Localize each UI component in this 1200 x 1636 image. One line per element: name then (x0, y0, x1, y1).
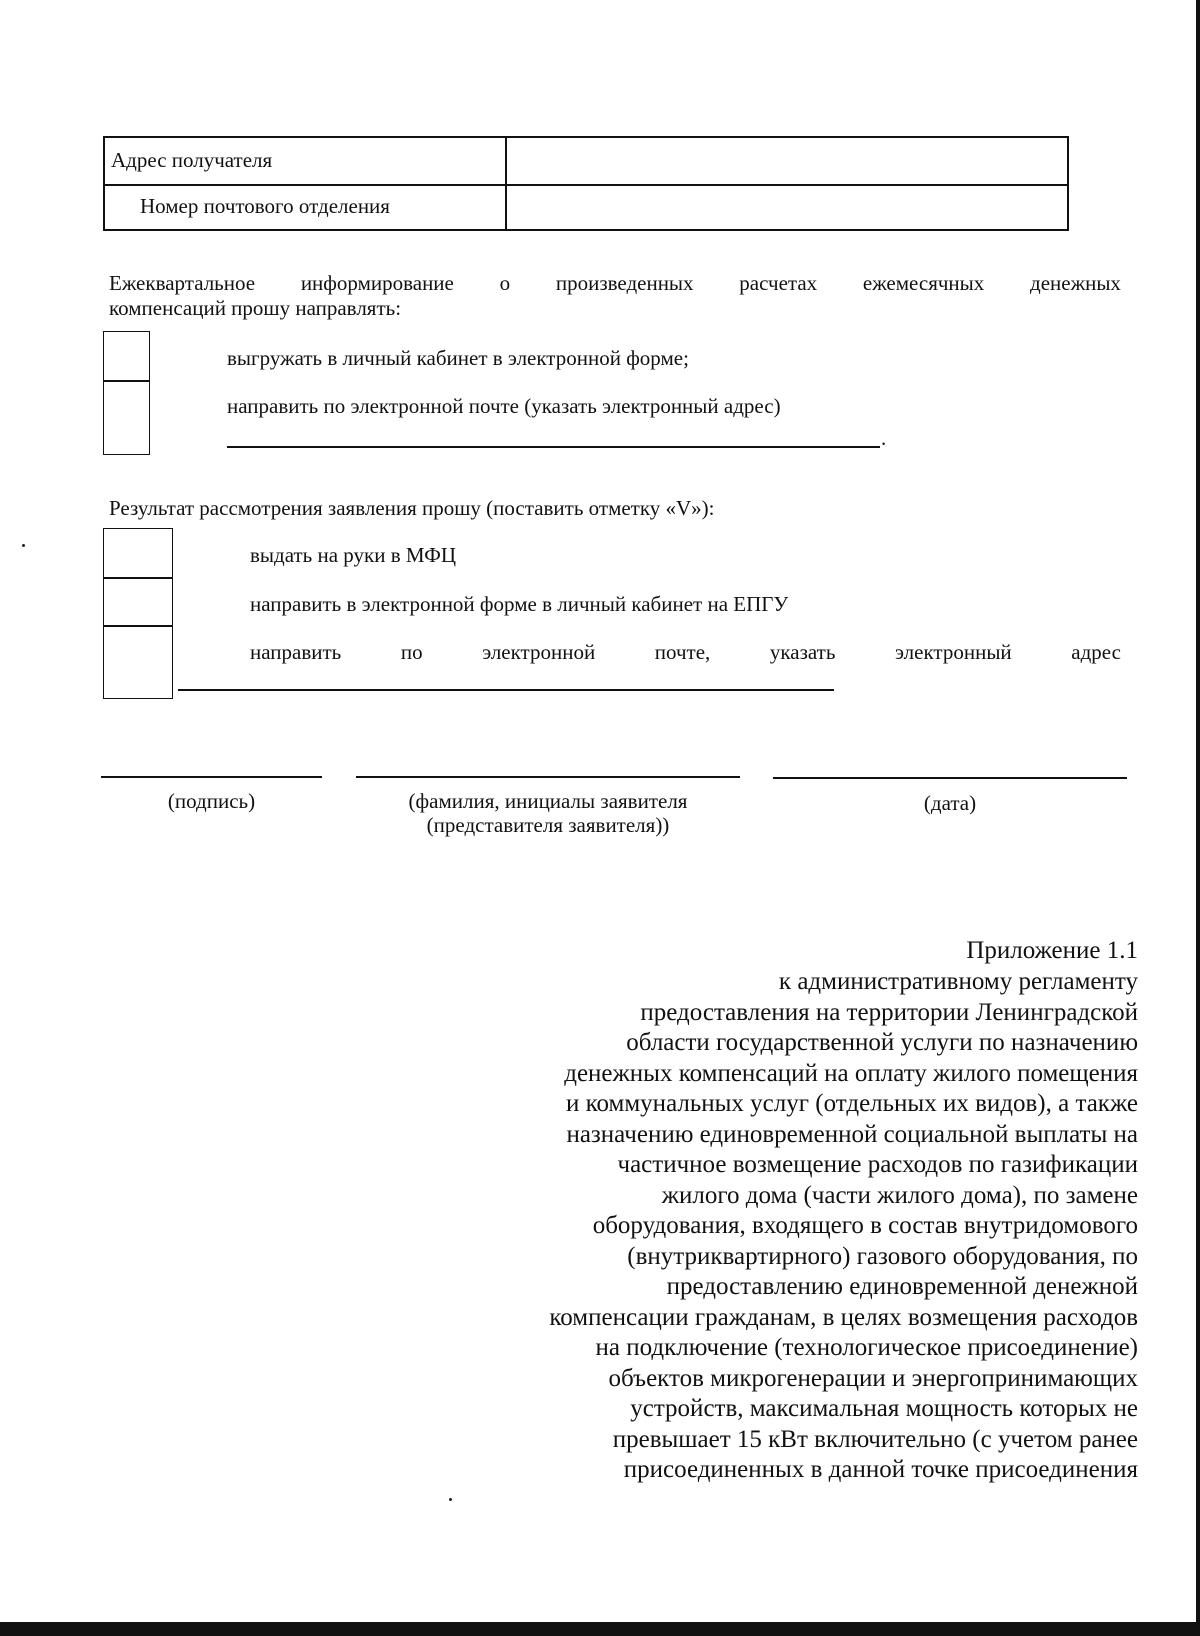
heading-word: ежемесячных (862, 271, 985, 295)
option-personal-cabinet-label: выгружать в личный кабинет в электронной форме; (227, 346, 689, 370)
quarterly-info-heading-line2: компенсаций прошу направлять: (109, 296, 402, 320)
appendix-title: Приложение 1.1 (966, 937, 1138, 964)
email-address-line[interactable] (227, 446, 880, 448)
heading-word: расчетах (739, 271, 818, 295)
result-email-address-line[interactable] (178, 689, 834, 691)
scan-border-right (1196, 0, 1200, 1636)
option-result-email-label (250, 640, 1121, 665)
post-office-number-label: Номер почтового отделения (140, 194, 390, 218)
date-line[interactable] (773, 777, 1127, 779)
name-line[interactable] (356, 776, 740, 778)
address-table (103, 136, 1069, 231)
option-email-label: направить по электронной почте (указать электронный адрес) (227, 394, 781, 418)
table-column-divider (505, 138, 507, 229)
option-word: электронной (482, 640, 596, 664)
date-label: (дата) (923, 791, 977, 815)
scan-speck (22, 544, 25, 547)
result-heading: Результат рассмотрения заявления прошу (поставить отметку «V»): (109, 496, 715, 520)
heading-word: о (499, 271, 511, 295)
table-row (105, 184, 1067, 229)
option-word: указать (769, 640, 836, 664)
option-word: по (400, 640, 423, 664)
heading-word: денежных (1030, 271, 1121, 295)
email-line-period: . (881, 426, 887, 450)
checkbox-result-email[interactable] (104, 625, 172, 697)
table-row (105, 138, 1067, 186)
heading-word: Ежеквартальное (109, 271, 256, 295)
checkbox-personal-cabinet[interactable] (104, 332, 149, 379)
recipient-address-label: Адрес получателя (111, 148, 273, 172)
option-mfc-label: выдать на руки в МФЦ (250, 543, 457, 567)
checkbox-mfc[interactable] (104, 529, 172, 576)
option-word: почте, (654, 640, 711, 664)
option-word: адрес (1071, 640, 1121, 664)
heading-word: произведенных (555, 271, 694, 295)
checkbox-epgu[interactable] (104, 577, 172, 624)
option-word: направить (250, 640, 342, 664)
quarterly-info-heading-line1 (109, 271, 1121, 296)
heading-word: информирование (300, 271, 454, 295)
signature-label: (подпись) (167, 789, 256, 813)
option-word: электронный (895, 640, 1012, 664)
name-label: (фамилия, инициалы заявителя (представителя заявителя)) (408, 789, 688, 837)
scan-speck (449, 1498, 452, 1501)
option-epgu-label: направить в электронной форме в личный кабинет на ЕПГУ (250, 592, 789, 616)
signature-line[interactable] (101, 776, 322, 778)
appendix-text: к административному регламенту предоставления на территории Ленинградской области государственной услуги по назначению денежных компенсаций на оплату жилого помещения и коммунальных услуг (отдельных их видов), а также назначению единовременной социальной выплаты на частичное возмещение расходов по газификации жилого дома (части жилого дома), по замене оборудования, входящего в состав внутридомового (внутриквартирного) газового оборудования, по предоставлению единовременной денежной компенсации гражданам, в целях возмещения расходов на подключение (технологическое присоединение) объектов микрогенерации и энергопринимающих устройств, максимальная мощность которых не превышает 15 кВт включительно (с учетом ранее присоединенных в данной точке присоединения (549, 968, 1138, 1483)
checkbox-email[interactable] (104, 381, 149, 453)
scan-border-bottom (0, 1622, 1200, 1636)
